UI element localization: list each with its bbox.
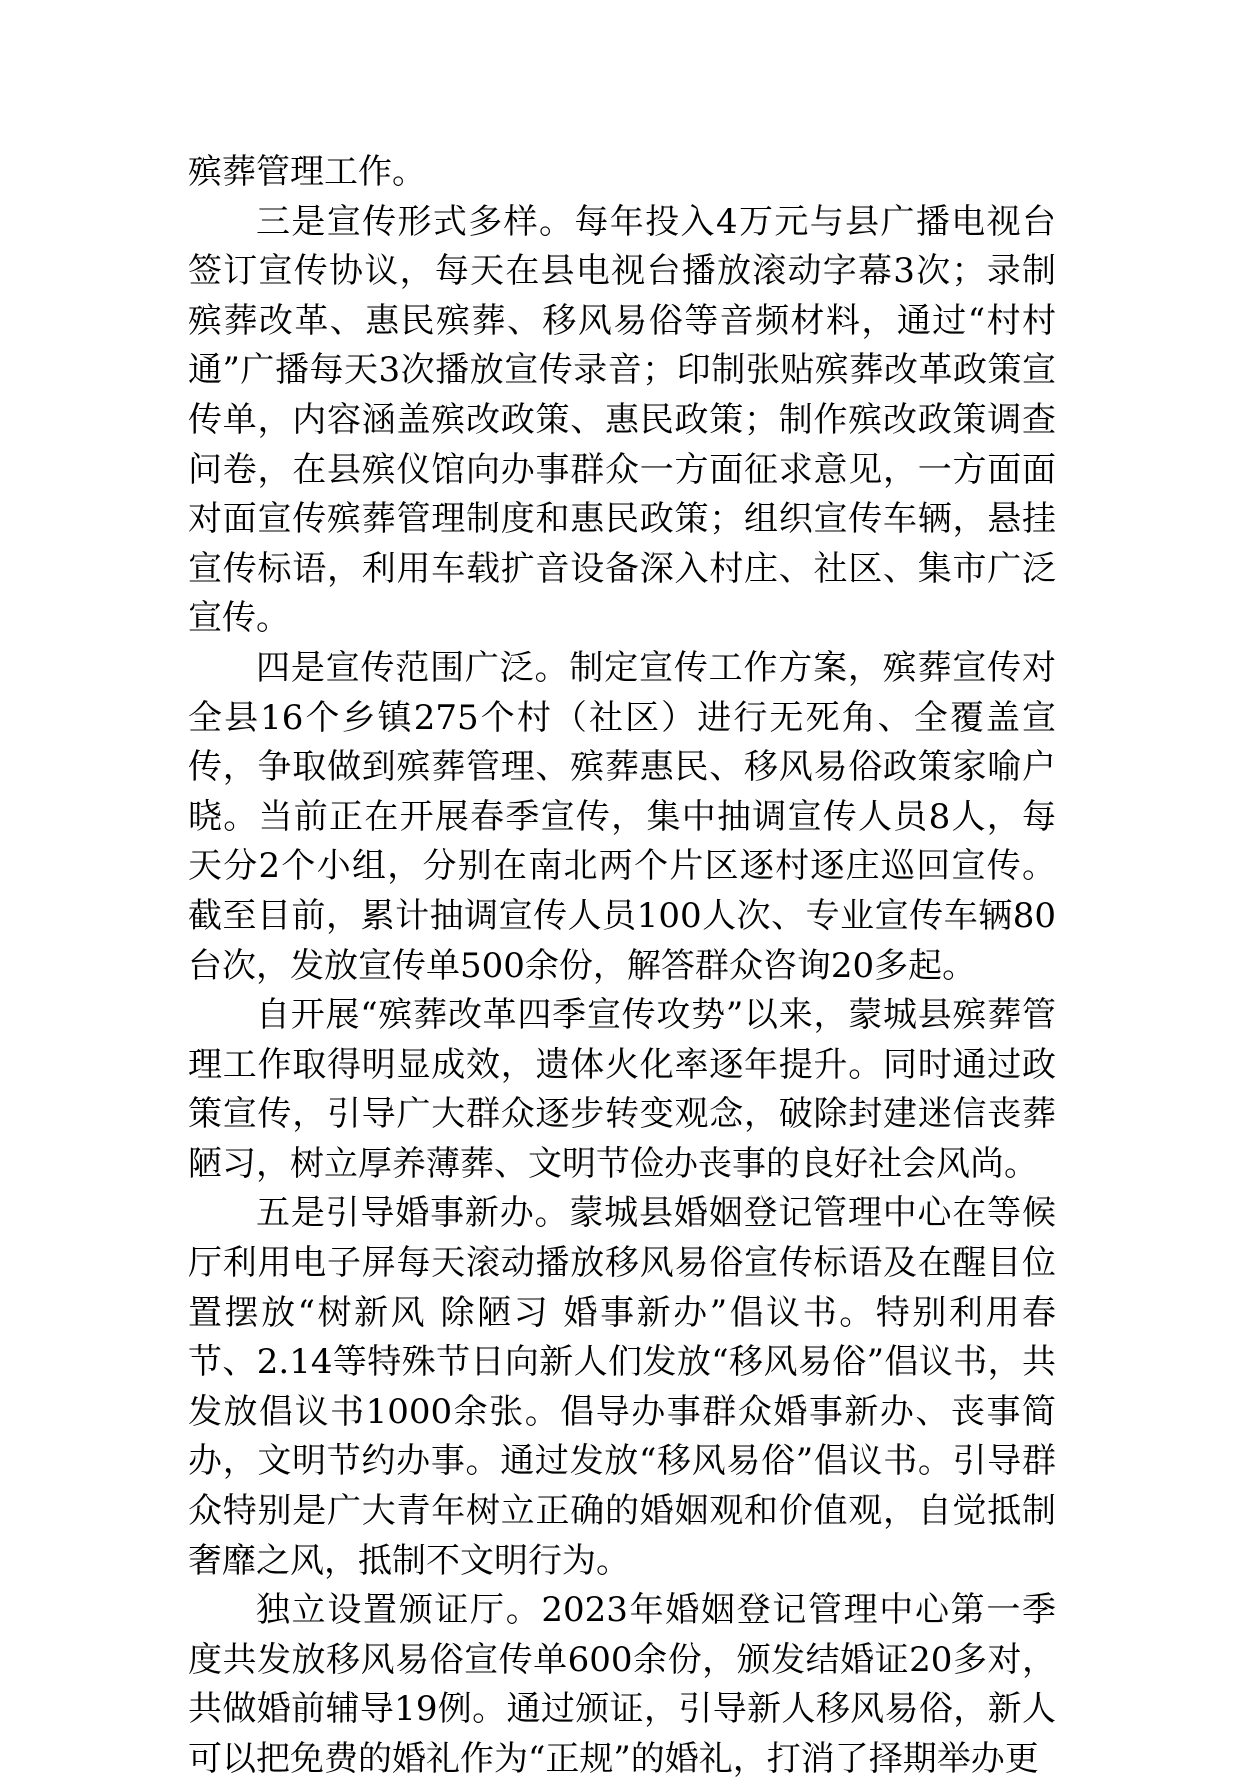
paragraph-new-style-weddings: 五是引导婚事新办。蒙城县婚姻登记管理中心在等候厅利用电子屏每天滚动播放移风易俗宣传标语及在醒目位置摆放“树新风 除陋习 婚事新办”倡议书。特别利用春节、2.14等特殊节日向新人们发放“移风易俗”倡议书，共发放倡议书1000余张。倡导办事群众婚事新办、丧事简办，文明节约办事。通过发放“移风易俗”倡议书。引导群众特别是广大青年树立正确的婚姻观和价值观，自觉抵制奢靡之风，抵制不文明行为。: [188, 1193, 1056, 1581]
paragraph-publicity-scope: 四是宣传范围广泛。制定宣传工作方案，殡葬宣传对全县16个乡镇275个村（社区）进行无死角、全覆盖宣传，争取做到殡葬管理、殡葬惠民、移风易俗政策家喻户晓。当前正在开展春季宣传，集中抽调宣传人员8人，每天分2个小组，分别在南北两个片区逐村逐庄巡回宣传。截至目前，累计抽调宣传人员100人次、专业宣传车辆80台次，发放宣传单500余份，解答群众咨询20多起。: [188, 647, 1056, 986]
paragraph-publicity-forms: 三是宣传形式多样。每年投入4万元与县广播电视台签订宣传协议，每天在县电视台播放滚动字幕3次；录制殡葬改革、惠民殡葬、移风易俗等音频材料，通过“村村通”广播每天3次播放宣传录音；印制张贴殡葬改革政策宣传单，内容涵盖殡改政策、惠民政策；制作殡改政策调查问卷，在县殡仪馆向办事群众一方面征求意见，一方面面对面宣传殡葬管理制度和惠民政策；组织宣传车辆，悬挂宣传标语，利用车载扩音设备深入村庄、社区、集市广泛宣传。: [188, 201, 1056, 639]
paragraph-continued: 殡葬管理工作。: [188, 152, 426, 192]
paragraph-results: 自开展“殡葬改革四季宣传攻势”以来，蒙城县殡葬管理工作取得明显成效，遗体火化率逐年提升。同时通过政策宣传，引导广大群众逐步转变观念，破除封建迷信丧葬陋习，树立厚养薄葬、文明节俭办丧事的良好社会风尚。: [188, 995, 1056, 1184]
document-page: [188, 148, 1056, 1785]
paragraph-certificate-hall: 独立设置颁证厅。2023年婚姻登记管理中心第一季度共发放移风易俗宣传单600余份，颁发结婚证20多对，共做婚前辅导19例。通过颁证，引导新人移风易俗，新人可以把免费的婚礼作为“正规”的婚礼，打消了择期举办更: [188, 1590, 1056, 1779]
